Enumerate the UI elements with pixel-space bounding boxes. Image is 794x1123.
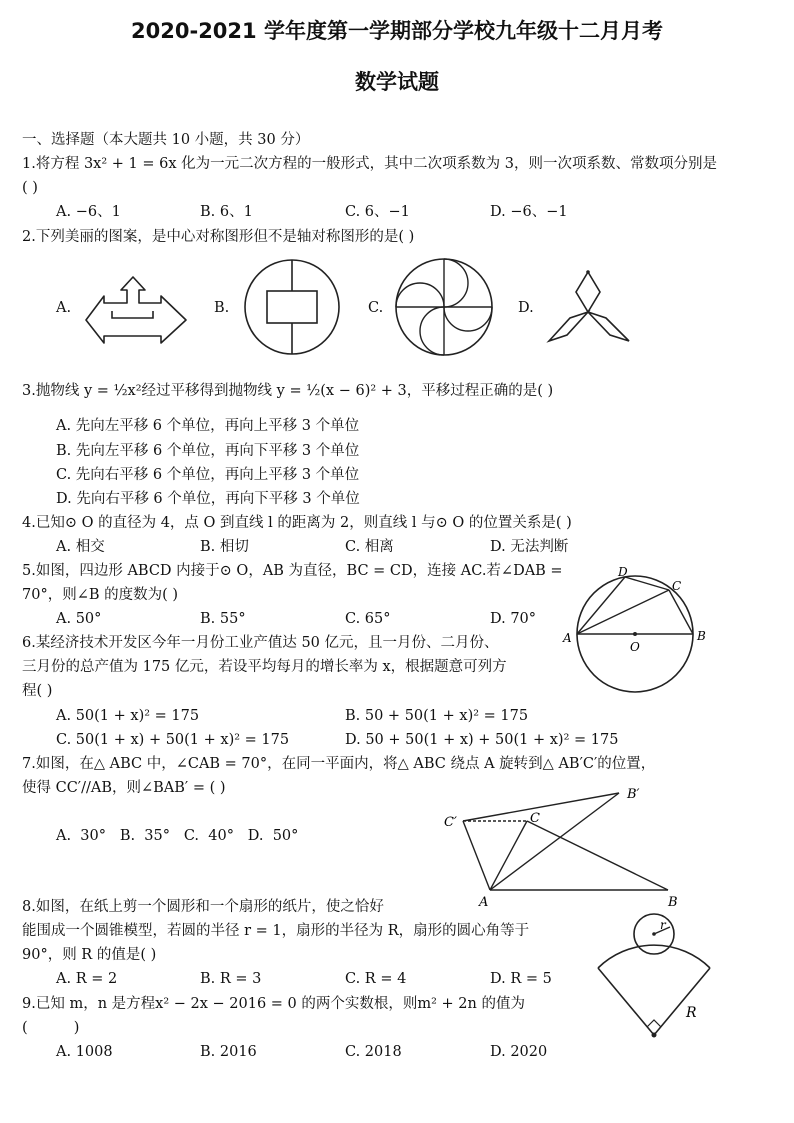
q2-label-c: C. <box>368 300 384 316</box>
q7-figure <box>440 785 690 910</box>
q8-label-big-r: R <box>686 1005 697 1021</box>
q4-option-a: A. 相交 <box>56 539 105 555</box>
q6-option-c: C. 50(1 + x) + 50(1 + x)² = 175 <box>56 732 290 748</box>
q9-option-c: C. 2018 <box>345 1044 402 1060</box>
q7-options: A. 30° B. 35° C. 40° D. 50° <box>56 828 299 844</box>
section-heading: 一、选择题（本大题共 10 小题，共 30 分） <box>22 132 310 148</box>
q6-option-b: B. 50 + 50(1 + x)² = 175 <box>345 708 529 724</box>
q2-figure-b <box>244 259 342 357</box>
exam-title: 2020-2021 学年度第一学期部分学校九年级十二月月考 <box>131 19 663 43</box>
q9-option-d: D. 2020 <box>490 1044 548 1060</box>
q8-option-c: C. R = 4 <box>345 971 407 987</box>
q9-option-a: A. 1008 <box>56 1044 113 1060</box>
q9-stem-cont: ( ) <box>22 1020 80 1036</box>
q3-option-d: D. 先向右平移 6 个单位，再向下平移 3 个单位 <box>56 491 360 507</box>
q8-stem: 8.如图，在纸上剪一个圆形和一个扇形的纸片，使之恰好 <box>22 899 384 915</box>
q6-option-d: D. 50 + 50(1 + x) + 50(1 + x)² = 175 <box>345 732 619 748</box>
q4-stem: 4.已知⊙ O 的直径为 4，点 O 到直线 l 的距离为 2，则直线 l 与⊙ O 的位置关系是( ) <box>22 515 572 531</box>
q8-option-b: B. R = 3 <box>200 971 262 987</box>
q6-stem: 6.某经济技术开发区今年一月份工业产值达 50 亿元，且一月份、二月份、 <box>22 635 499 651</box>
q4-option-d: D. 无法判断 <box>490 539 569 555</box>
q7-stem: 7.如图，在△ ABC 中，∠CAB = 70°，在同一平面内，将△ ABC 绕点 A 旋转到△ AB′C′的位置， <box>22 756 656 772</box>
q9-stem: 9.已知 m，n 是方程x² − 2x − 2016 = 0 的两个实数根，则m² + 2n 的值为 <box>22 996 525 1012</box>
q1-option-a: A. −6、1 <box>56 204 121 220</box>
q5-label-c: C <box>672 579 682 593</box>
q5-option-b: B. 55° <box>200 611 246 627</box>
q5-label-d: D <box>618 565 628 579</box>
q5-option-d: D. 70° <box>490 611 537 627</box>
q3-option-c: C. 先向右平移 6 个单位，再向上平移 3 个单位 <box>56 467 360 483</box>
exam-subtitle: 数学试题 <box>355 70 439 94</box>
q3-option-a: A. 先向左平移 6 个单位，再向上平移 3 个单位 <box>56 418 360 434</box>
q2-stem: 2.下列美丽的图案，是中心对称图形但不是轴对称图形的是( ) <box>22 229 415 245</box>
q5-option-c: C. 65° <box>345 611 391 627</box>
q5-stem-cont: 70°，则∠B 的度数为( ) <box>22 587 179 603</box>
q5-stem: 5.如图，四边形 ABCD 内接于⊙ O，AB 为直径，BC = CD，连接 AC.若∠DAB = <box>22 563 563 579</box>
q6-stem-cont2: 程( ) <box>22 683 53 699</box>
q8-figure <box>590 910 720 1045</box>
q6-option-a: A. 50(1 + x)² = 175 <box>56 708 200 724</box>
q8-option-d: D. R = 5 <box>490 971 552 987</box>
q4-option-b: B. 相切 <box>200 539 249 555</box>
q7-label-c: C <box>530 811 540 826</box>
q4-option-c: C. 相离 <box>345 539 394 555</box>
q1-option-d: D. −6、−1 <box>490 204 568 220</box>
q9-option-b: B. 2016 <box>200 1044 257 1060</box>
q5-label-o: O <box>630 640 640 654</box>
q6-stem-cont1: 三月份的总产值为 175 亿元，若设平均每月的增长率为 x，根据题意可列方 <box>22 659 507 675</box>
q8-option-a: A. R = 2 <box>56 971 118 987</box>
q7-label-b-prime: B′ <box>627 787 640 802</box>
q2-figure-c <box>395 258 493 358</box>
q8-label-r: r <box>660 918 666 932</box>
q5-label-b: B <box>697 629 706 643</box>
q2-figure-a <box>82 275 188 343</box>
q3-stem: 3.抛物线 y = ½x²经过平移得到抛物线 y = ½(x − 6)² + 3，平移过程正确的是( ) <box>22 383 554 399</box>
q1-option-b: B. 6、1 <box>200 204 253 220</box>
q1-stem-cont: ( ) <box>22 180 38 196</box>
q1-stem: 1.将方程 3x² + 1 = 6x 化为一元二次方程的一般形式，其中二次项系数为 3，则一次项系数、常数项分别是 <box>22 156 717 172</box>
q2-figure-d <box>546 270 632 346</box>
q2-label-d: D. <box>518 300 534 316</box>
q7-label-c-prime: C′ <box>444 815 457 830</box>
q5-label-a: A <box>563 631 572 645</box>
q3-option-b: B. 先向左平移 6 个单位，再向下平移 3 个单位 <box>56 443 360 459</box>
q7-label-b: B <box>668 895 678 910</box>
q2-label-a: A. <box>56 300 72 316</box>
q1-option-c: C. 6、−1 <box>345 204 410 220</box>
q8-stem-cont2: 90°，则 R 的值是( ) <box>22 947 157 963</box>
q8-stem-cont1: 能围成一个圆锥模型，若圆的半径 r = 1，扇形的半径为 R，扇形的圆心角等于 <box>22 923 530 939</box>
q5-figure <box>560 560 710 695</box>
q7-label-a: A <box>479 895 489 910</box>
q5-option-a: A. 50° <box>56 611 102 627</box>
q7-stem-cont: 使得 CC′//AB，则∠BAB′ = ( ) <box>22 780 226 796</box>
q2-label-b: B. <box>214 300 230 316</box>
